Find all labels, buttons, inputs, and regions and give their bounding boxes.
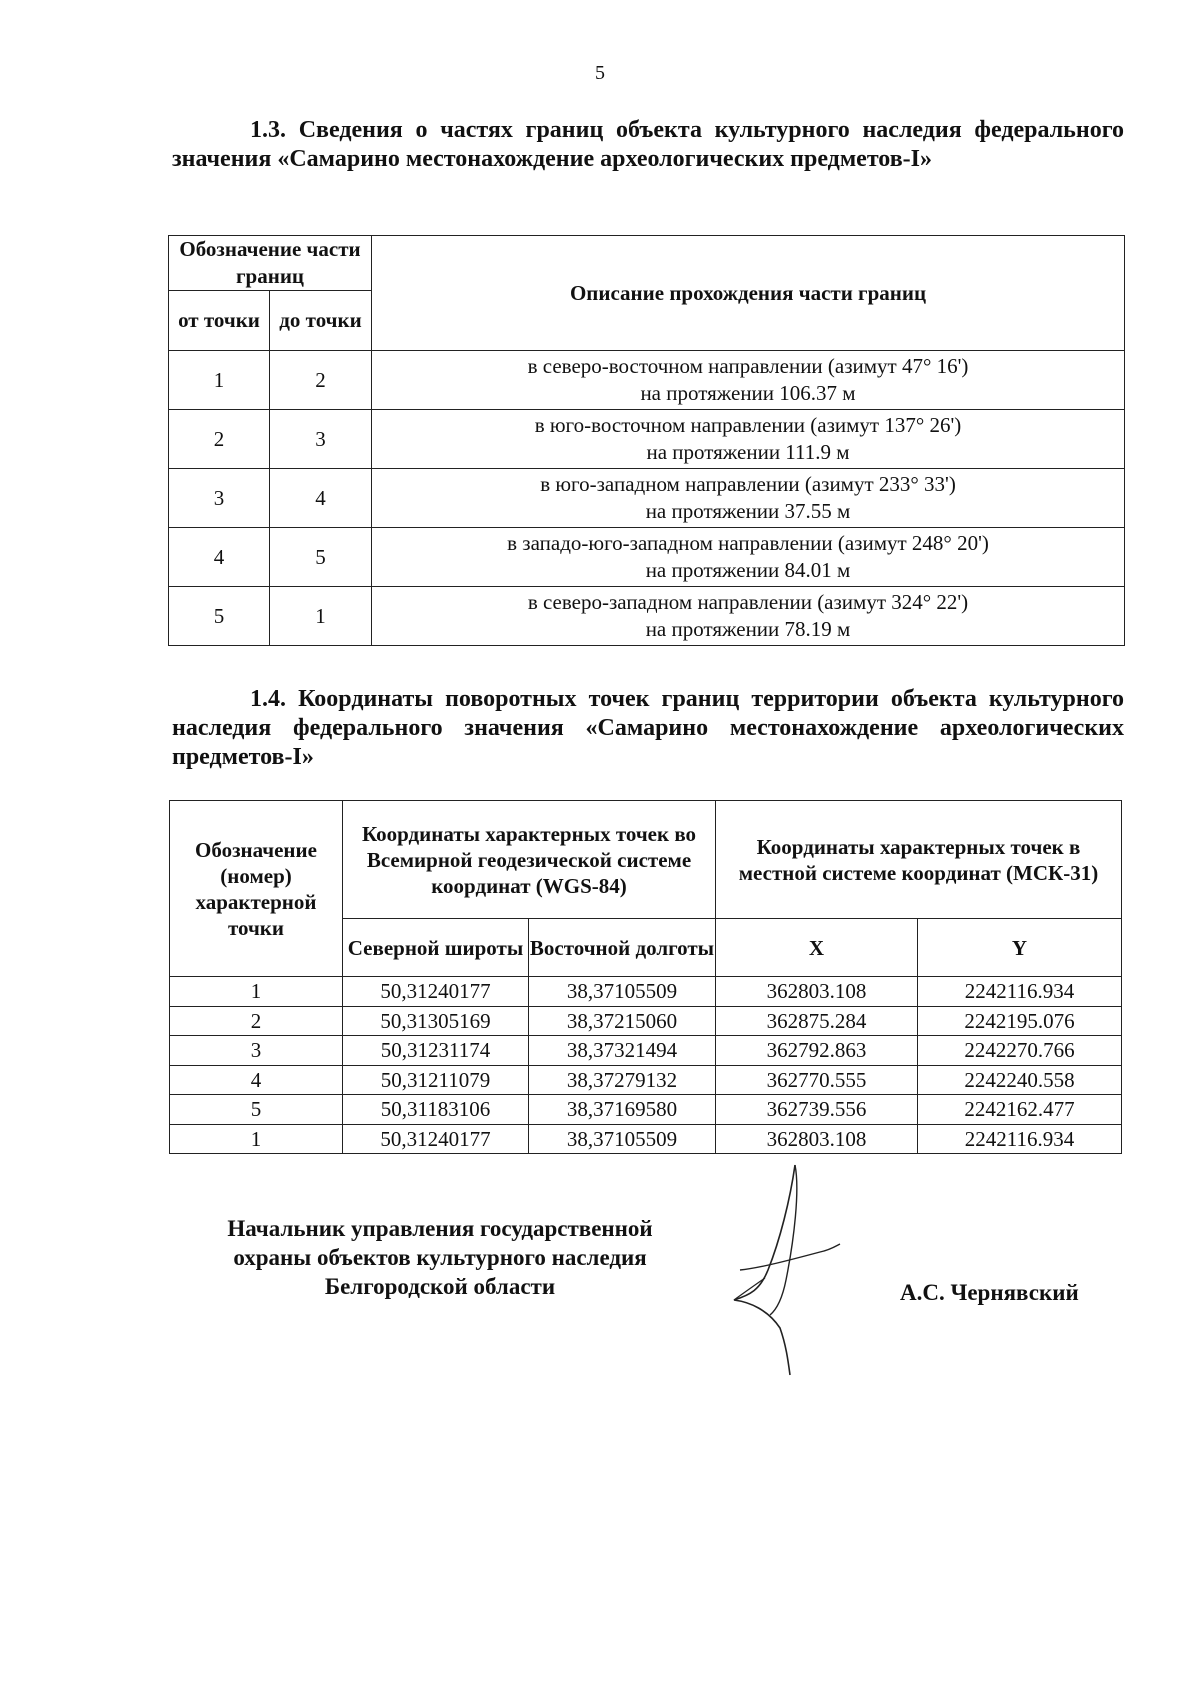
- point-cell: 4: [170, 1065, 343, 1095]
- point-cell: 5: [170, 1095, 343, 1125]
- to-point-cell: 3: [270, 410, 372, 469]
- from-point-cell: 4: [169, 528, 270, 587]
- coordinates-table: [169, 800, 1122, 1154]
- description-line: в северо-восточном направлении (азимут 47° 16'): [527, 354, 969, 378]
- to-point-cell: 2: [270, 351, 372, 410]
- latitude-cell: 50,31240177: [343, 1124, 529, 1154]
- latitude-cell: 50,31211079: [343, 1065, 529, 1095]
- from-point-cell: 1: [169, 351, 270, 410]
- x-cell: 362739.556: [716, 1095, 918, 1125]
- point-cell: 1: [170, 1124, 343, 1154]
- header-to-point: до точки: [270, 291, 372, 351]
- description-line: на протяжении 78.19 м: [645, 617, 851, 641]
- from-point-cell: 5: [169, 587, 270, 646]
- longitude-cell: 38,37321494: [529, 1036, 716, 1066]
- header-wgs84-coordinates: Координаты характерных точек во Всемирной геодезической системе координат (WGS-84): [343, 801, 716, 919]
- latitude-cell: 50,31240177: [343, 977, 529, 1007]
- description-cell: [372, 528, 1125, 587]
- table-row: [170, 1095, 1122, 1125]
- longitude-cell: 38,37105509: [529, 977, 716, 1007]
- point-cell: 3: [170, 1036, 343, 1066]
- section-1-4-heading: 1.4. Координаты поворотных точек границ территории объекта культурного наследия федерального значения «Самарино местонахождение археологических предметов-I»: [172, 686, 1124, 770]
- table-row: [170, 1006, 1122, 1036]
- page-number: 5: [595, 62, 605, 84]
- from-point-cell: 2: [169, 410, 270, 469]
- description-line: на протяжении 84.01 м: [645, 558, 851, 582]
- y-cell: 2242116.934: [918, 1124, 1122, 1154]
- signatory-title: [190, 1214, 690, 1301]
- header-point-designation: Обозначение (номер) характерной точки: [170, 801, 343, 977]
- x-cell: 362875.284: [716, 1006, 918, 1036]
- y-cell: 2242270.766: [918, 1036, 1122, 1066]
- header-boundary-designation: Обозначение части границ: [169, 236, 372, 291]
- table-row: [170, 1124, 1122, 1154]
- header-boundary-description: Описание прохождения части границ: [372, 236, 1125, 351]
- signatory-title-line: охраны объектов культурного наследия: [233, 1245, 647, 1270]
- table-row: [169, 351, 1125, 410]
- description-line: на протяжении 111.9 м: [646, 440, 850, 464]
- signatory-title-line: Белгородской области: [324, 1274, 556, 1299]
- description-line: в юго-восточном направлении (азимут 137° 26'): [534, 413, 962, 437]
- to-point-cell: 4: [270, 469, 372, 528]
- x-cell: 362770.555: [716, 1065, 918, 1095]
- header-from-point: от точки: [169, 291, 270, 351]
- latitude-cell: 50,31305169: [343, 1006, 529, 1036]
- description-cell: [372, 410, 1125, 469]
- y-cell: 2242116.934: [918, 977, 1122, 1007]
- latitude-cell: 50,31183106: [343, 1095, 529, 1125]
- longitude-cell: 38,37279132: [529, 1065, 716, 1095]
- description-line: в северо-западном направлении (азимут 324° 22'): [527, 590, 969, 614]
- description-cell: [372, 351, 1125, 410]
- table-row: [169, 587, 1125, 646]
- signatory-name: А.С. Чернявский: [900, 1280, 1079, 1305]
- x-cell: 362803.108: [716, 977, 918, 1007]
- longitude-cell: 38,37215060: [529, 1006, 716, 1036]
- signatory-title-line: Начальник управления государственной: [227, 1216, 653, 1241]
- boundary-parts-table: [168, 235, 1125, 646]
- y-cell: 2242162.477: [918, 1095, 1122, 1125]
- point-cell: 1: [170, 977, 343, 1007]
- table-row: [170, 1036, 1122, 1066]
- description-cell: [372, 587, 1125, 646]
- handwritten-signature: [720, 1160, 870, 1380]
- latitude-cell: 50,31231174: [343, 1036, 529, 1066]
- from-point-cell: 3: [169, 469, 270, 528]
- table-row: [170, 977, 1122, 1007]
- header-longitude: Восточной долготы: [529, 919, 716, 977]
- table-row: [170, 1065, 1122, 1095]
- section-1-3-heading: 1.3. Сведения о частях границ объекта культурного наследия федерального значения «Самарино местонахождение археологических предметов-I»: [172, 117, 1124, 172]
- header-latitude: Северной широты: [343, 919, 529, 977]
- table-row: [169, 469, 1125, 528]
- longitude-cell: 38,37105509: [529, 1124, 716, 1154]
- header-x: X: [716, 919, 918, 977]
- table-row: [169, 528, 1125, 587]
- description-line: на протяжении 37.55 м: [645, 499, 851, 523]
- header-local-coordinates: Координаты характерных точек в местной системе координат (МСК-31): [716, 801, 1122, 919]
- longitude-cell: 38,37169580: [529, 1095, 716, 1125]
- header-y: Y: [918, 919, 1122, 977]
- x-cell: 362803.108: [716, 1124, 918, 1154]
- description-line: на протяжении 106.37 м: [640, 381, 856, 405]
- y-cell: 2242240.558: [918, 1065, 1122, 1095]
- to-point-cell: 1: [270, 587, 372, 646]
- description-cell: [372, 469, 1125, 528]
- to-point-cell: 5: [270, 528, 372, 587]
- x-cell: 362792.863: [716, 1036, 918, 1066]
- table-row: [169, 410, 1125, 469]
- y-cell: 2242195.076: [918, 1006, 1122, 1036]
- description-line: в юго-западном направлении (азимут 233° 33'): [540, 472, 956, 496]
- point-cell: 2: [170, 1006, 343, 1036]
- description-line: в западо-юго-западном направлении (азимут 248° 20'): [507, 531, 989, 555]
